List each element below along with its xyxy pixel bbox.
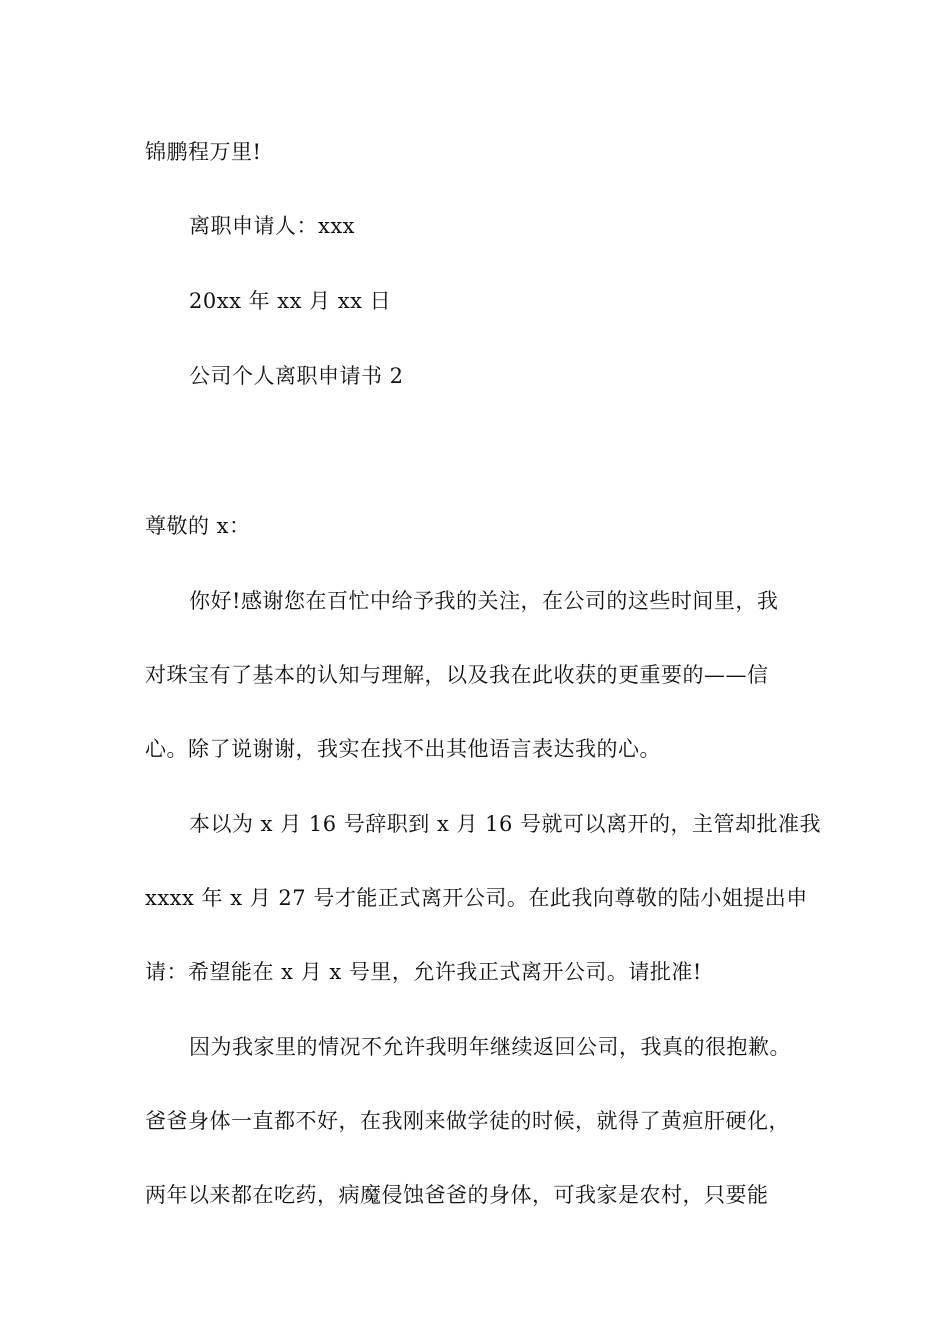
- paragraph-3-line-1: 因为我家里的情况不允许我明年继续返回公司，我真的很抱歉。: [189, 1035, 791, 1059]
- paragraph-2-line-3: 请：希望能在 x 月 x 号里，允许我正式离开公司。请批准!: [145, 960, 702, 984]
- paragraph-1-line-1: 你好!感谢您在百忙中给予我的关注，在公司的这些时间里，我: [189, 589, 779, 613]
- paragraph-1-line-2: 对珠宝有了基本的认知与理解，以及我在此收获的更重要的——信: [145, 663, 769, 687]
- paragraph-2-line-2: xxxx 年 x 月 27 号才能正式离开公司。在此我向尊敬的陆小姐提出申: [145, 886, 808, 910]
- paragraph-2-line-1: 本以为 x 月 16 号辞职到 x 月 16 号就可以离开的，主管却批准我: [189, 812, 822, 836]
- paragraph-3-line-3: 两年以来都在吃药，病魔侵蚀爸爸的身体，可我家是农村，只要能: [145, 1183, 769, 1207]
- applicant-line: 离职申请人：xxx: [189, 214, 356, 238]
- salutation: 尊敬的 x：: [145, 514, 251, 538]
- paragraph-3-line-2: 爸爸身体一直都不好，在我刚来做学徒的时候，就得了黄疸肝硬化，: [145, 1109, 790, 1133]
- section-title: 公司个人离职申请书 2: [189, 364, 404, 388]
- closing-line: 锦鹏程万里!: [145, 140, 262, 164]
- date-line: 20xx 年 xx 月 xx 日: [189, 289, 392, 313]
- paragraph-1-line-3: 心。除了说谢谢，我实在找不出其他语言表达我的心。: [145, 737, 661, 761]
